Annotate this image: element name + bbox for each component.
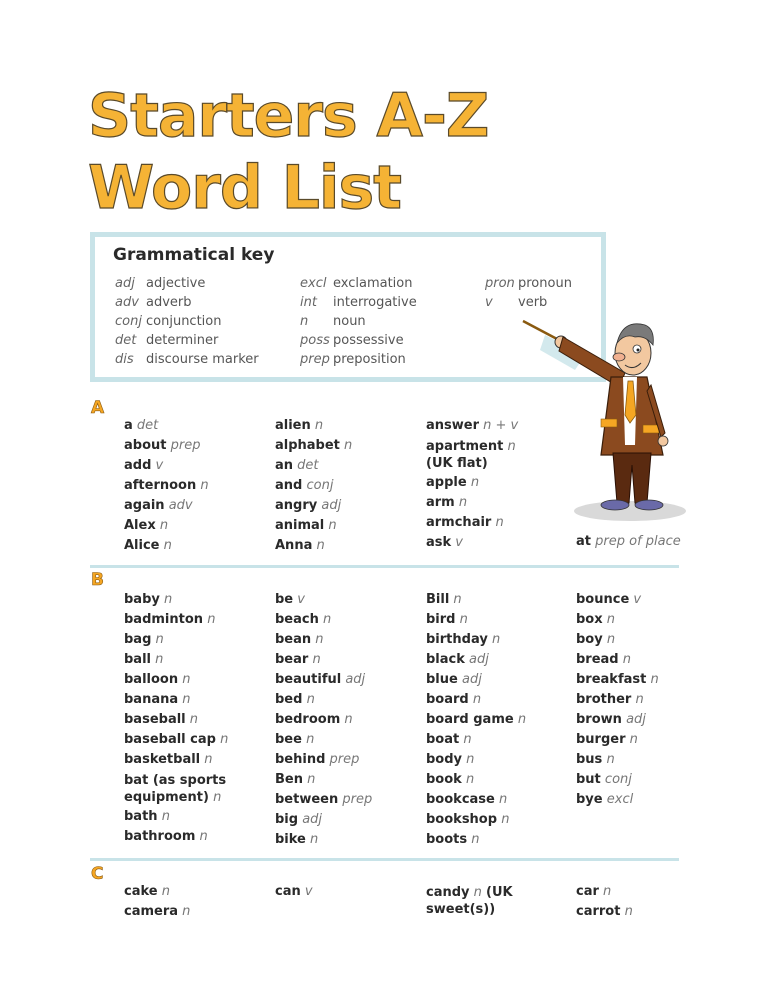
- word: bat (as sports equipment): [124, 773, 227, 805]
- word: bed: [275, 692, 303, 707]
- part-of-speech: n: [470, 475, 480, 490]
- part-of-speech: n: [466, 752, 475, 767]
- key-row: [115, 293, 259, 312]
- key-abbr: conj: [115, 314, 142, 329]
- part-of-speech: n: [315, 632, 324, 647]
- word-entry: [275, 516, 352, 536]
- word: bye: [576, 792, 603, 807]
- word: Ben: [275, 772, 303, 787]
- section-letter-a: A: [91, 398, 105, 418]
- word-entry: [426, 830, 526, 850]
- part-of-speech: n: [204, 752, 213, 767]
- word: bear: [275, 652, 309, 667]
- part-of-speech: n: [459, 612, 468, 627]
- word: Anna: [275, 538, 313, 553]
- key-column-3: [485, 274, 572, 312]
- word: apple: [426, 475, 467, 490]
- key-abbr: prep: [300, 352, 330, 367]
- part-of-speech: adj: [321, 498, 342, 513]
- word-entry: [275, 630, 372, 650]
- word: ball: [124, 652, 151, 667]
- word: box: [576, 612, 603, 627]
- word-entry: [275, 882, 313, 902]
- word-entry: [124, 536, 209, 556]
- key-abbr: det: [115, 333, 137, 348]
- word-entry: [124, 690, 254, 710]
- section-a-column-4: [576, 532, 681, 552]
- word: candy: [426, 885, 470, 900]
- part-of-speech: prep of place: [595, 534, 681, 549]
- word: beautiful: [275, 672, 342, 687]
- part-of-speech: n: [163, 538, 172, 553]
- part-of-speech: n: [453, 592, 462, 607]
- word-entry: [124, 882, 190, 902]
- section-b-column-1: [124, 590, 254, 847]
- part-of-speech: n: [606, 752, 615, 767]
- part-of-speech: n + v: [483, 418, 519, 433]
- word: apartment: [426, 439, 504, 454]
- word: Alice: [124, 538, 160, 553]
- teacher-illustration: [515, 315, 695, 525]
- part-of-speech: n: [323, 612, 332, 627]
- section-divider: [90, 565, 679, 568]
- part-of-speech: n: [161, 809, 170, 824]
- word: baseball: [124, 712, 186, 727]
- word-entry: [275, 590, 372, 610]
- word-entry: [275, 690, 372, 710]
- part-of-speech: n: [635, 692, 644, 707]
- key-meaning: adverb: [146, 295, 192, 310]
- key-column-2: [300, 274, 417, 369]
- part-of-speech: n: [458, 495, 468, 510]
- part-of-speech: conj: [604, 772, 632, 787]
- key-meaning: possessive: [333, 333, 404, 348]
- word-entry: [124, 750, 254, 770]
- word-entry: [124, 710, 254, 730]
- part-of-speech: v: [304, 884, 313, 899]
- word: answer: [426, 418, 480, 433]
- part-of-speech: adj: [626, 712, 646, 727]
- word-entry: [576, 670, 659, 690]
- part-of-speech: n: [473, 885, 482, 900]
- word-entry: [124, 902, 190, 922]
- word-entry: [275, 830, 372, 850]
- key-row: [300, 293, 417, 312]
- word: board: [426, 692, 469, 707]
- word-entry: [124, 650, 254, 670]
- key-abbr: v: [485, 295, 493, 310]
- part-of-speech: adv: [168, 498, 193, 513]
- part-of-speech: n: [629, 732, 638, 747]
- part-of-speech: n: [307, 772, 316, 787]
- part-of-speech: n: [465, 772, 475, 787]
- key-row: [115, 331, 259, 350]
- word: can: [275, 884, 301, 899]
- word-entry: [576, 690, 659, 710]
- part-of-speech: n: [316, 538, 325, 553]
- word: bath: [124, 809, 158, 824]
- word-entry: [426, 650, 526, 670]
- word: bathroom: [124, 829, 196, 844]
- word: banana: [124, 692, 179, 707]
- word-entry: [124, 772, 254, 806]
- word-entry: [426, 770, 526, 790]
- word: cake: [124, 884, 158, 899]
- key-meaning: pronoun: [518, 276, 572, 291]
- part-of-speech: prep: [329, 752, 360, 767]
- word-entry: [426, 533, 536, 553]
- part-of-speech: n: [182, 692, 191, 707]
- key-row: [300, 350, 417, 369]
- word: bag: [124, 632, 152, 647]
- word: badminton: [124, 612, 204, 627]
- part-of-speech: n: [501, 812, 510, 827]
- word-entry: [275, 476, 352, 496]
- word-entry: [124, 827, 254, 847]
- word-entry: [576, 650, 659, 670]
- word-entry: [124, 630, 254, 650]
- key-meaning: conjunction: [146, 314, 222, 329]
- word: but: [576, 772, 601, 787]
- word-entry: [275, 730, 372, 750]
- word: board game: [426, 712, 514, 727]
- part-of-speech: n: [312, 652, 321, 667]
- key-row: [300, 312, 417, 331]
- part-of-speech: excl: [606, 792, 634, 807]
- word: birthday: [426, 632, 488, 647]
- word: bookcase: [426, 792, 495, 807]
- part-of-speech: adj: [469, 652, 489, 667]
- word: big: [275, 812, 299, 827]
- word-entry: [426, 884, 536, 918]
- part-of-speech: n: [472, 692, 482, 707]
- word: book: [426, 772, 462, 787]
- word: about: [124, 438, 167, 453]
- word: alphabet: [275, 438, 340, 453]
- word-entry: [426, 438, 536, 472]
- part-of-speech: v: [155, 458, 164, 473]
- word-entry: [426, 690, 526, 710]
- word-note: (UK flat): [426, 456, 488, 471]
- part-of-speech: n: [306, 692, 315, 707]
- word: baby: [124, 592, 160, 607]
- word-entry: [275, 750, 372, 770]
- key-row: [300, 331, 417, 350]
- word-entry: [275, 650, 372, 670]
- word: brown: [576, 712, 622, 727]
- word-entry: [426, 416, 536, 436]
- word-entry: [576, 770, 659, 790]
- word-entry: [576, 750, 659, 770]
- word-entry: [426, 630, 526, 650]
- word: Bill: [426, 592, 450, 607]
- title-line-1: Starters A-Z: [88, 81, 489, 151]
- key-row: [115, 274, 259, 293]
- key-abbr: adj: [115, 276, 135, 291]
- word-entry: [124, 416, 209, 436]
- part-of-speech: v: [455, 535, 463, 550]
- key-meaning: adjective: [146, 276, 206, 291]
- word: basketball: [124, 752, 201, 767]
- part-of-speech: n: [491, 632, 501, 647]
- part-of-speech: prep: [342, 792, 373, 807]
- key-abbr: excl: [300, 276, 327, 291]
- part-of-speech: n: [606, 632, 616, 647]
- page-title: [88, 80, 488, 224]
- part-of-speech: n: [517, 712, 527, 727]
- word-entry: [426, 610, 526, 630]
- part-of-speech: n: [624, 904, 633, 919]
- key-row: [300, 274, 417, 293]
- key-row: [485, 293, 572, 312]
- section-b-column-2: [275, 590, 372, 850]
- word-entry: [124, 610, 254, 630]
- word-entry: [576, 532, 681, 552]
- word: boots: [426, 832, 468, 847]
- part-of-speech: v: [633, 592, 642, 607]
- word: boat: [426, 732, 460, 747]
- word: beach: [275, 612, 319, 627]
- word-entry: [275, 416, 352, 436]
- part-of-speech: det: [297, 458, 319, 473]
- section-letter-c: C: [91, 864, 104, 884]
- word-entry: [426, 670, 526, 690]
- word-entry: [275, 770, 372, 790]
- word: car: [576, 884, 599, 899]
- section-a-column-1: [124, 416, 209, 556]
- part-of-speech: n: [213, 790, 222, 805]
- key-abbr: pron: [485, 276, 515, 291]
- word-entry: [576, 902, 633, 922]
- word-entry: [576, 882, 633, 902]
- word-entry: [576, 730, 659, 750]
- word-entry: [576, 610, 659, 630]
- part-of-speech: adj: [302, 812, 323, 827]
- key-meaning: exclamation: [333, 276, 413, 291]
- word-entry: [426, 590, 526, 610]
- word-entry: [275, 810, 372, 830]
- word: baseball cap: [124, 732, 216, 747]
- part-of-speech: n: [310, 832, 319, 847]
- word: camera: [124, 904, 179, 919]
- word-entry: [426, 730, 526, 750]
- part-of-speech: n: [164, 592, 173, 607]
- word-entry: [275, 710, 372, 730]
- section-c-column-4: [576, 882, 633, 922]
- part-of-speech: v: [297, 592, 305, 607]
- word: ask: [426, 535, 452, 550]
- word-entry: [275, 456, 352, 476]
- section-b-column-3: [426, 590, 526, 850]
- section-a-column-3: [426, 416, 536, 553]
- part-of-speech: n: [200, 478, 209, 493]
- word: a: [124, 418, 133, 433]
- word-entry: [426, 750, 526, 770]
- word: bounce: [576, 592, 630, 607]
- word: body: [426, 752, 463, 767]
- word-entry: [426, 810, 526, 830]
- part-of-speech: n: [161, 884, 170, 899]
- part-of-speech: n: [220, 732, 229, 747]
- part-of-speech: n: [463, 732, 472, 747]
- word: armchair: [426, 515, 492, 530]
- word-entry: [275, 670, 372, 690]
- word: bus: [576, 752, 603, 767]
- word-entry: [426, 473, 536, 493]
- part-of-speech: n: [159, 518, 169, 533]
- word: be: [275, 592, 294, 607]
- part-of-speech: adj: [345, 672, 366, 687]
- key-meaning: discourse marker: [146, 352, 259, 367]
- word-entry: [275, 536, 352, 556]
- word: carrot: [576, 904, 621, 919]
- key-row: [115, 312, 259, 331]
- part-of-speech: n: [182, 904, 191, 919]
- word: angry: [275, 498, 318, 513]
- part-of-speech: n: [603, 884, 612, 899]
- key-abbr: int: [300, 295, 317, 310]
- word: and: [275, 478, 303, 493]
- word: blue: [426, 672, 458, 687]
- word-entry: [124, 670, 254, 690]
- word-entry: [426, 513, 536, 533]
- section-a-column-2: [275, 416, 352, 556]
- key-abbr: n: [300, 314, 309, 329]
- part-of-speech: n: [182, 672, 191, 687]
- key-row: [115, 350, 259, 369]
- word: again: [124, 498, 165, 513]
- key-abbr: dis: [115, 352, 134, 367]
- word-entry: [426, 493, 536, 513]
- word-entry: [124, 516, 209, 536]
- word-entry: [576, 590, 659, 610]
- word: at: [576, 534, 591, 549]
- key-row: [485, 274, 572, 293]
- word: bookshop: [426, 812, 498, 827]
- section-divider: [90, 858, 679, 861]
- word: balloon: [124, 672, 179, 687]
- part-of-speech: n: [155, 632, 164, 647]
- part-of-speech: n: [606, 612, 616, 627]
- word: bird: [426, 612, 456, 627]
- section-letter-b: B: [91, 570, 104, 590]
- part-of-speech: n: [507, 439, 516, 454]
- part-of-speech: conj: [306, 478, 334, 493]
- word-entry: [275, 436, 352, 456]
- word: Alex: [124, 518, 156, 533]
- word: bedroom: [275, 712, 341, 727]
- key-meaning: interrogative: [333, 295, 417, 310]
- word-entry: [124, 476, 209, 496]
- word-entry: [124, 496, 209, 516]
- word-entry: [124, 807, 254, 827]
- word-entry: [124, 456, 209, 476]
- word: brother: [576, 692, 632, 707]
- word-note: (UK sweet(s)): [426, 885, 513, 917]
- part-of-speech: n: [495, 515, 504, 530]
- word-entry: [124, 590, 254, 610]
- word: bike: [275, 832, 306, 847]
- part-of-speech: n: [622, 652, 632, 667]
- key-meaning: preposition: [333, 352, 406, 367]
- part-of-speech: n: [650, 672, 659, 687]
- part-of-speech: adj: [461, 672, 482, 687]
- word: bean: [275, 632, 312, 647]
- section-b-column-4: [576, 590, 659, 810]
- word: bread: [576, 652, 619, 667]
- word: arm: [426, 495, 455, 510]
- key-meaning: noun: [333, 314, 366, 329]
- key-abbr: adv: [115, 295, 139, 310]
- word: boy: [576, 632, 603, 647]
- section-c-column-1: [124, 882, 190, 922]
- word-entry: [124, 436, 209, 456]
- part-of-speech: n: [155, 652, 164, 667]
- section-c-column-3: [426, 882, 536, 918]
- word: animal: [275, 518, 325, 533]
- part-of-speech: det: [136, 418, 159, 433]
- part-of-speech: n: [306, 732, 315, 747]
- word: behind: [275, 752, 326, 767]
- part-of-speech: n: [328, 518, 337, 533]
- word: breakfast: [576, 672, 647, 687]
- word: afternoon: [124, 478, 197, 493]
- word: an: [275, 458, 294, 473]
- word-entry: [426, 790, 526, 810]
- word: between: [275, 792, 339, 807]
- part-of-speech: n: [344, 438, 353, 453]
- part-of-speech: n: [499, 792, 508, 807]
- key-meaning: determiner: [146, 333, 219, 348]
- key-meaning: verb: [518, 295, 548, 310]
- part-of-speech: n: [344, 712, 353, 727]
- title-line-2: Word List: [88, 153, 401, 223]
- word-entry: [576, 790, 659, 810]
- word-entry: [275, 790, 372, 810]
- part-of-speech: n: [199, 829, 208, 844]
- word-entry: [576, 710, 659, 730]
- word: black: [426, 652, 465, 667]
- section-c-column-2: [275, 882, 313, 902]
- part-of-speech: prep: [170, 438, 201, 453]
- word: add: [124, 458, 152, 473]
- word-entry: [124, 730, 254, 750]
- word-entry: [426, 710, 526, 730]
- key-column-1: [115, 274, 259, 369]
- part-of-speech: n: [314, 418, 324, 433]
- word-entry: [576, 630, 659, 650]
- word-entry: [275, 496, 352, 516]
- part-of-speech: n: [189, 712, 199, 727]
- word-entry: [275, 610, 372, 630]
- part-of-speech: n: [207, 612, 216, 627]
- word: burger: [576, 732, 626, 747]
- word: alien: [275, 418, 311, 433]
- word: bee: [275, 732, 302, 747]
- grammatical-key-heading: Grammatical key: [113, 245, 275, 265]
- key-abbr: poss: [300, 333, 330, 348]
- part-of-speech: n: [471, 832, 480, 847]
